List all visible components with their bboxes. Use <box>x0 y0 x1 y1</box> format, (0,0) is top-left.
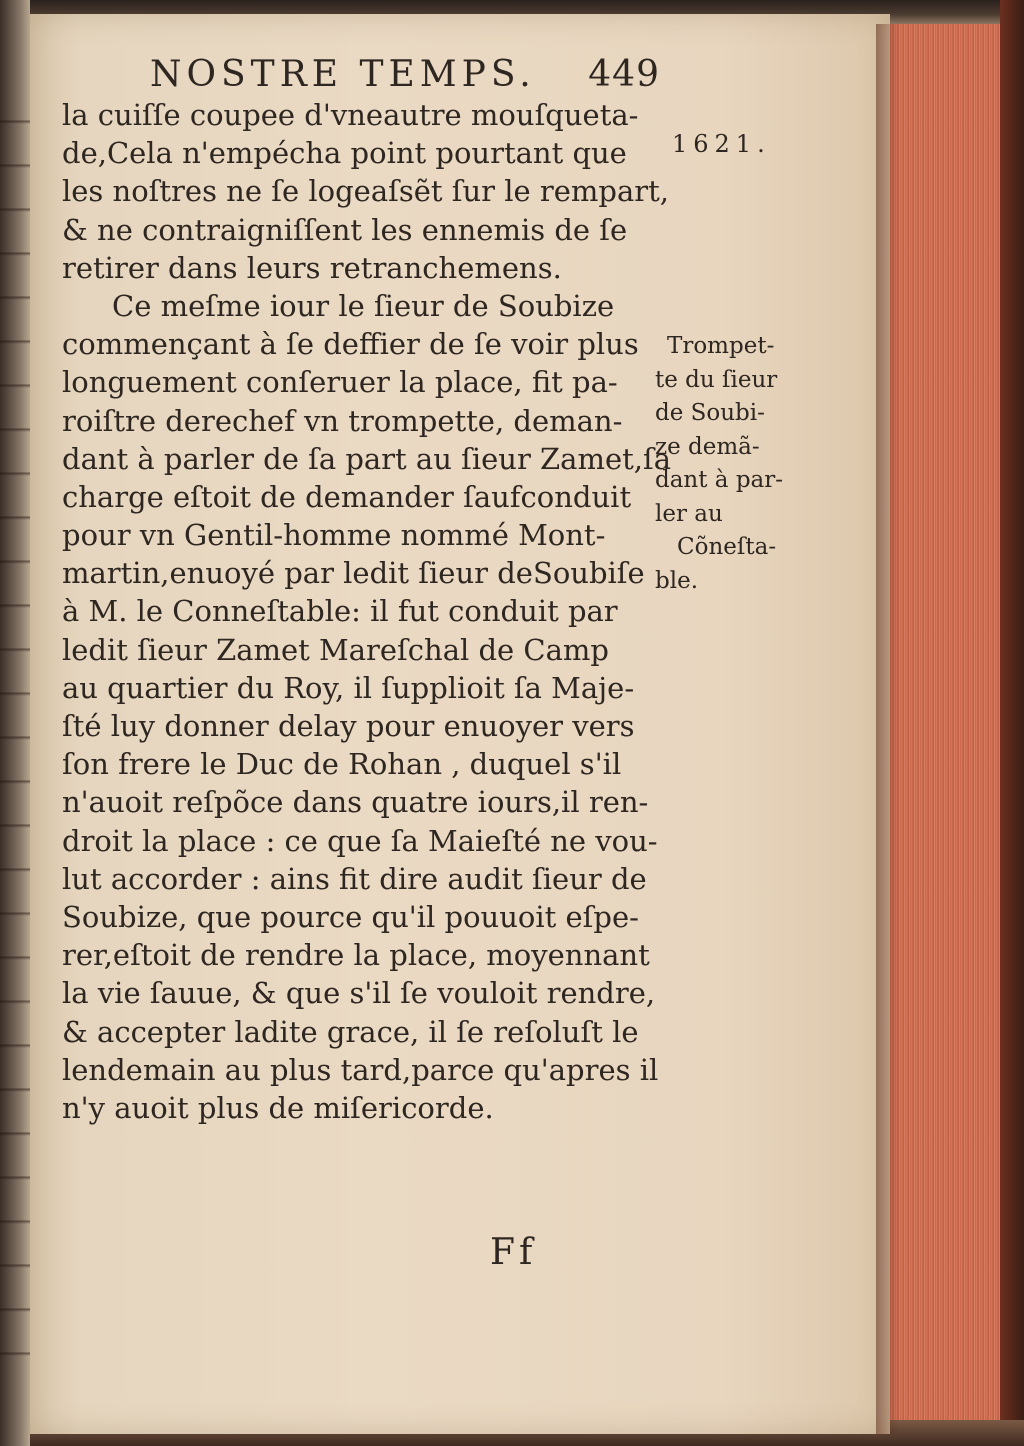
binding-stitch-lines <box>0 80 30 1380</box>
text-line: n'y auoit plus de miſericorde. <box>62 1090 494 1125</box>
text-line: à M. le Conneſtable: il fut conduit par <box>62 594 618 629</box>
margin-note-line: ze demã- <box>655 433 760 460</box>
page-number: 449 <box>588 54 660 95</box>
text-line: n'auoit reſpõce dans quatre iours,il ren- <box>62 785 649 820</box>
text-line: Soubize, que pource qu'il pouuoit eſpe- <box>62 899 639 934</box>
body-text <box>62 96 672 1127</box>
text-line: & ne contraigniſſent les ennemis de ſe <box>62 212 628 247</box>
signature-mark: Ff <box>490 1232 537 1273</box>
running-head-title: NOSTRE TEMPS. <box>150 54 536 95</box>
text-line: martin,enuoyé par ledit ſieur deSoubiſe <box>62 556 645 591</box>
text-line: ledit ſieur Zamet Mareſchal de Camp <box>62 632 609 667</box>
paragraph-start-line: Ce meſme iour le ſieur de Soubize <box>112 288 615 323</box>
margin-note-line: ler au <box>655 500 723 527</box>
text-line: charge eſtoit de demander ſaufconduit <box>62 479 632 514</box>
text-line: ſté luy donner delay pour enuoyer vers <box>62 709 635 743</box>
margin-note-line: dant à par- <box>655 467 784 493</box>
running-head <box>150 52 660 98</box>
text-line: pour vn Gentil-homme nommé Mont- <box>62 518 606 553</box>
page-fold-shadow <box>876 24 900 1434</box>
text-line: lendemain au plus tard,parce qu'apres il <box>62 1052 659 1087</box>
margin-year: 1621. <box>672 130 771 158</box>
margin-note-line: Cõneſta- <box>677 534 777 560</box>
text-line: de,Cela n'empécha point pourtant que <box>62 136 627 171</box>
text-line: rer,eſtoit de rendre la place, moyennant <box>62 938 650 973</box>
margin-note-line: te du ſieur <box>655 366 778 393</box>
margin-note <box>655 330 805 598</box>
text-line: commençant à ſe deffier de ſe voir plus <box>62 327 639 362</box>
text-line: & accepter ladite grace, il ſe reſoluſt le <box>62 1014 639 1049</box>
margin-note-line: Trompet- <box>667 333 775 359</box>
text-line: ſon frere le Duc de Rohan , duquel s'il <box>62 747 622 782</box>
text-line: la cuiſſe coupee d'vneautre mouſqueta- <box>62 98 639 132</box>
text-line: longuement conſeruer la place, fit pa- <box>62 365 618 400</box>
text-line: dant à parler de ſa part au ſieur Zamet,ſa <box>62 441 672 476</box>
text-line: la vie ſauue, & que s'il ſe vouloit rendre, <box>62 976 656 1011</box>
text-line: retirer dans leurs retranchemens. <box>62 250 562 285</box>
text-line: au quartier du Roy, il ſupplioit ſa Maje- <box>62 670 635 705</box>
margin-note-line: de Soubi- <box>655 400 765 426</box>
text-line: roiſtre derechef vn trompette, deman- <box>62 403 623 438</box>
book-cover-edge <box>1000 0 1024 1446</box>
margin-note-line: ble. <box>655 567 699 594</box>
text-line: droit la place : ce que ſa Maieſté ne vou- <box>62 823 658 858</box>
text-line: les noſtres ne ſe logeaſsẽt ſur le rempart, <box>62 174 670 209</box>
text-line: lut accorder : ains fit dire audit ſieur de <box>62 861 647 896</box>
